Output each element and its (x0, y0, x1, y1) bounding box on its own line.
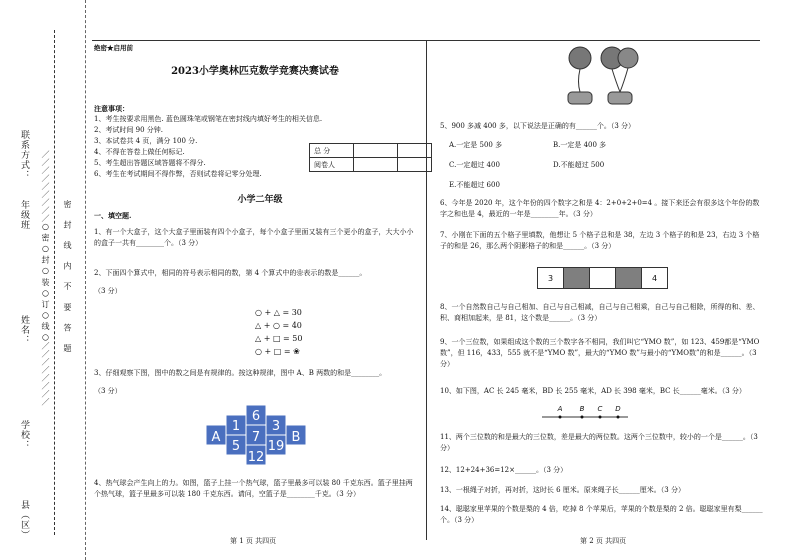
score-cell[interactable] (354, 144, 398, 158)
question-9: 9、一个三位数，如果组成这个数的三个数字各不相同，我们叫它“YMO 数”，如 123、459都是“YMO 数”，但 116，433，555 就不是“YMO 数”，最大的“YMO 数”与最小的“YMO数”的和是______。（3 分） (440, 338, 760, 368)
question-7: 7、小刚在下面的五个格子里填数，他想让 5 个格子总和是 38，左边 3 个格子的和是 23，右边 3 个格子的和是 26，那么两个阴影格子的和是______。（3 分） (440, 231, 760, 250)
question-11: 11、两个三位数的和是最大的三位数，差是最大的两位数。这两个三位数中，较小的一个是______。（3 分） (440, 433, 758, 452)
question-3: 3、仔细观察下图，图中的数之间是有规律的。按这种规律，图中 A、B 两数的和是________。 (94, 369, 387, 377)
single-balloon-icon (568, 47, 592, 104)
question-2-points: （3 分） (94, 287, 122, 295)
label-a: A (557, 405, 563, 413)
equation: ○ + □ = ❀ (255, 347, 300, 356)
score-label: 总 分 (310, 144, 354, 158)
question-6: 6、今年是 2020 年，这个年份的四个数字之和是 4：2+0+2+0=4 。接下来还会有很多这个年份的数字之和也是 4，最近的一年是________年。（3 分） (440, 199, 760, 218)
seal-warning: 密 封 线 内 不 要 答 题 (63, 200, 72, 357)
cross-number: 3 (271, 419, 281, 434)
q5-option-a: A.一定是 500 多 (449, 141, 503, 149)
binding-margin (0, 0, 86, 560)
grader-label: 阅卷人 (310, 158, 354, 172)
label-c: C (597, 405, 603, 413)
grader-cell[interactable] (354, 158, 398, 172)
notes-block (94, 103, 334, 180)
q7-grid (537, 267, 668, 289)
equation: △ + □ = 50 (255, 334, 303, 343)
q5-option-d: D.不能超过 500 (553, 161, 605, 169)
question-12: 12、12+24+36=12×______。（3 分） (440, 466, 568, 474)
question-3-points: （3 分） (94, 387, 122, 395)
note-item: 5、考生超出答题区域答题将不得分. (94, 159, 206, 167)
page-title: 2023小学奥林匹克数学竞赛决赛试卷 (171, 66, 339, 77)
label-b: B (579, 405, 585, 413)
question-14: 14、聪聪家里苹果的个数是梨的 4 倍，吃掉 8 个苹果后，苹果的个数是梨的 2 倍。聪聪家里有梨______个。（3 分） (440, 505, 763, 524)
cross-number: 5 (231, 439, 241, 454)
point-b (581, 416, 584, 419)
section-heading: 一、填空题. (94, 211, 132, 220)
question-5: 5、900 多减 400 多，以下说法是正确的有______个。（3 分） (440, 122, 636, 130)
score-table (309, 143, 432, 172)
note-item: 2、考试时间 90 分钟. (94, 126, 164, 134)
note-item: 6、考生在考试期间不得作弊，否则试卷将记零分处理. (94, 170, 262, 178)
question-1: 1、有一个大盒子，这个大盒子里面装有四个小盒子，每个小盒子里面又装有三个更小的盒子，大大小小的盒子一共有________个。（3 分） (94, 228, 414, 247)
school-label: 学校： (19, 420, 29, 450)
cross-number: 12 (247, 450, 265, 465)
cross-label-b: B (291, 430, 301, 445)
cross-number: 7 (251, 430, 261, 445)
q5-option-c: C.一定超过 400 (449, 161, 500, 169)
column-divider (426, 40, 427, 540)
double-balloon-icon (601, 47, 638, 104)
cross-number: 1 (231, 419, 241, 434)
note-item: 1、考生按要求用黑色. 蓝色圆珠笔或钢笔在密封线内填好考生的相关信息. (94, 115, 323, 123)
question-8: 8、一个自然数自己与自己相加、自己与自己相减，自己与自己相乘，自己与自己相除，所得的和、差、积、商相加起来，是 81，这个数是______。（3 分） (440, 303, 760, 322)
page-footer-left: 第 1 页 共四页 (230, 537, 277, 545)
question-13: 13、一根绳子对折，再对折，这时长 6 厘米。原来绳子长______厘米。（3 分） (440, 486, 685, 494)
q5-option-e: E.不能超过 600 (449, 181, 500, 189)
q7-cell: 3 (537, 267, 564, 289)
q7-cell: 4 (642, 267, 668, 289)
label-d: D (615, 405, 621, 413)
equations (255, 306, 302, 358)
q7-shaded-cell (564, 267, 590, 289)
point-d (617, 416, 620, 419)
point-c (599, 416, 602, 419)
page-footer-right: 第 2 页 共四页 (580, 537, 627, 545)
question-4: 4、热气球会产生向上的力。如图，篮子上挂一个热气球，篮子里最多可以装 80 千克东西。篮子里挂两个热气球，篮子里最多可以装 180 千克东西。请问，空篮子是________千克。（3 分） (94, 479, 413, 498)
cross-label-a: A (211, 430, 221, 445)
note-item: 3、本试卷共 4 页，满分 100 分. (94, 137, 198, 145)
balloon-figure (560, 44, 640, 110)
grader-cell[interactable] (398, 158, 432, 172)
notes-heading: 注意事项： (94, 104, 129, 113)
seal-marks: ／／／／／／／／／○ 密 ○ 封 ○ 装 ○ 订 ○ 线 ○／／／／／／／／ (41, 150, 50, 406)
line-segment-figure (540, 404, 630, 424)
score-cell[interactable] (398, 144, 432, 158)
q7-cell (590, 267, 616, 289)
q7-shaded-cell (616, 267, 642, 289)
county-label: 县（区） (19, 500, 29, 540)
grade-label: 年级班 (19, 200, 29, 230)
grade-title: 小学二年级 (237, 195, 283, 205)
cross-number: 6 (251, 409, 261, 424)
q5-option-b: B.一定是 400 多 (553, 141, 607, 149)
seal-dashed-line (54, 30, 55, 535)
question-10: 10、如下图，AC 长 245 毫米，BD 长 255 毫米，AD 长 398 毫米，BC 长______毫米。（3 分） (440, 387, 746, 395)
point-a (559, 416, 562, 419)
note-item: 4、不得在答卷上做任何标记. (94, 148, 185, 156)
equation: △ + ○ = 40 (255, 321, 302, 330)
name-label: 姓名： (19, 315, 29, 345)
equation: ○ + △ = 30 (255, 308, 302, 317)
contact-label: 联系方式： (19, 130, 29, 180)
question-2: 2、下面四个算式中，相同的符号表示相同的数，第 4 个算式中的❀表示的数是______。 (94, 269, 367, 277)
secret-mark: 绝密★启用前 (94, 44, 133, 52)
cross-number: 19 (267, 439, 285, 454)
cross-number-figure (206, 405, 312, 465)
